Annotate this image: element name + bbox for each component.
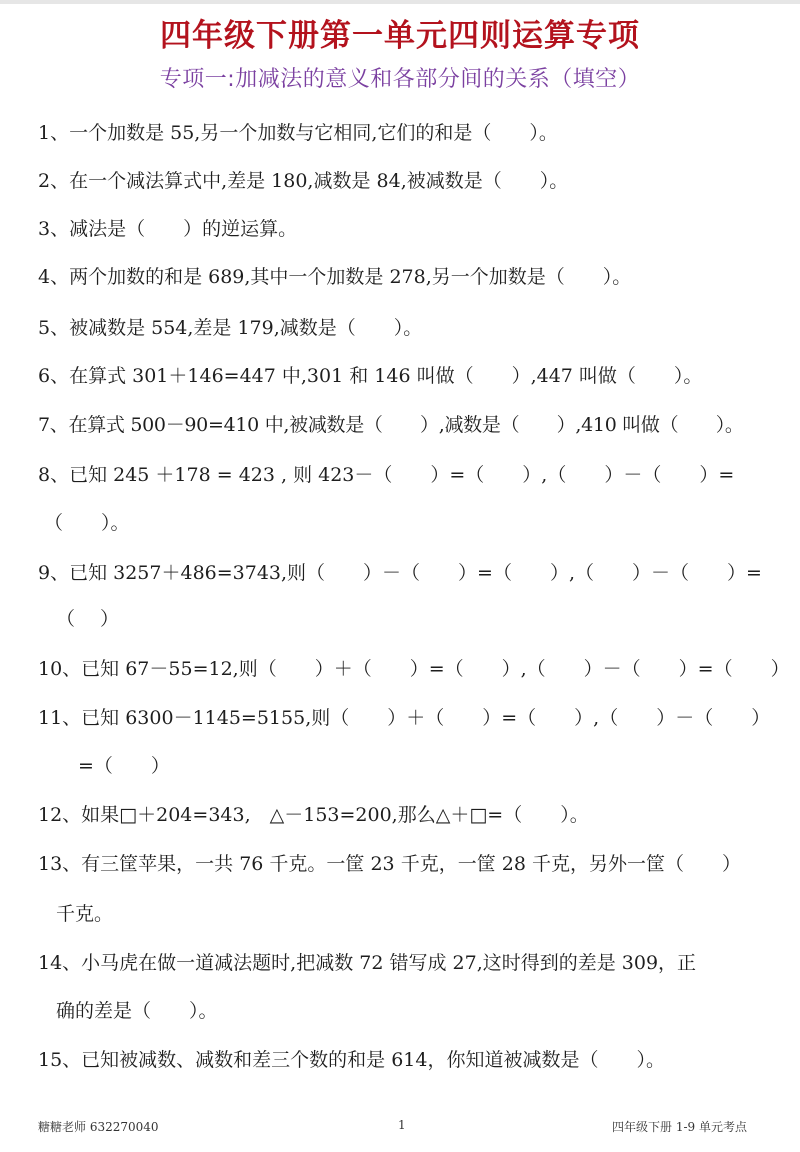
question-12: 12、如果□＋204=343, △－153=200,那么△＋□=（ ）。	[38, 804, 589, 826]
question-11: 11、已知 6300－1145=5155,则（ ）＋（ ）=（ ）,（ ）－（ ）	[38, 707, 771, 729]
question-8: 8、已知 245 ＋178 = 423 , 则 423－（ ）=（ ）,（ ）－（ ）=	[38, 464, 735, 486]
question-11-continuation: =（ ）	[78, 755, 170, 777]
question-3: 3、减法是（ ）的逆运算。	[38, 218, 298, 240]
footer-page-number: 1	[398, 1118, 406, 1132]
question-7: 7、在算式 500－90=410 中,被减数是（ ）,减数是（ ）,410 叫做（ ）。	[38, 414, 744, 436]
section-subtitle: 专项一:加减法的意义和各部分间的关系（填空）	[159, 67, 641, 92]
question-1: 1、一个加数是 55,另一个加数与它相同,它们的和是（ ）。	[38, 122, 558, 144]
footer-course-label: 四年级下册 1-9 单元考点	[612, 1120, 747, 1134]
footer-author: 糖糖老师 632270040	[38, 1120, 159, 1134]
question-13-continuation: 千克。	[56, 903, 114, 925]
question-13: 13、有三筐苹果，一共 76 千克。一筐 23 千克，一筐 28 千克，另外一筐（ ）	[38, 853, 741, 875]
question-9: 9、已知 3257＋486=3743,则（ ）－（ ）=（ ）,（ ）－（ ）=	[38, 562, 762, 584]
page-top-edge	[0, 0, 800, 4]
question-4: 4、两个加数的和是 689,其中一个加数是 278,另一个加数是（ ）。	[38, 266, 632, 288]
document-title: 四年级下册第一单元四则运算专项	[160, 18, 640, 54]
question-14-continuation: 确的差是（ ）。	[56, 1000, 218, 1022]
question-2: 2、在一个减法算式中,差是 180,减数是 84,被减数是（ ）。	[38, 170, 569, 192]
question-5: 5、被减数是 554,差是 179,减数是（ ）。	[38, 317, 423, 339]
question-6: 6、在算式 301＋146=447 中,301 和 146 叫做（ ）,447 叫做（ ）。	[38, 365, 703, 387]
question-15: 15、已知被减数、减数和差三个数的和是 614，你知道被减数是（ ）。	[38, 1049, 665, 1071]
question-8-continuation: （ ）。	[44, 512, 130, 534]
question-10: 10、已知 67－55=12,则（ ）＋（ ）=（ ）,（ ）－（ ）=（ ）	[38, 658, 790, 680]
question-9-continuation: （ ）	[56, 608, 120, 630]
question-14: 14、小马虎在做一道减法题时,把减数 72 错写成 27,这时得到的差是 309，正	[38, 952, 697, 974]
